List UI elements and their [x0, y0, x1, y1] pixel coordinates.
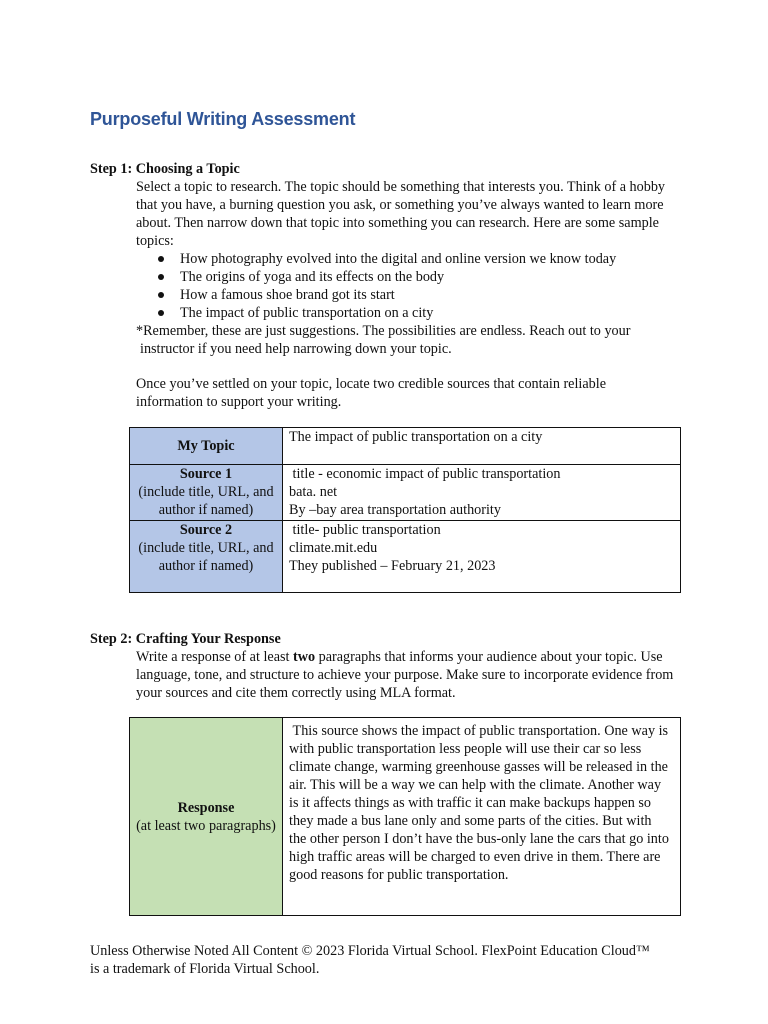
source2-date: They published – February 21, 2023 [289, 558, 496, 574]
response-label: Response [177, 799, 235, 816]
my-topic-label-cell [130, 428, 283, 465]
footer-copyright: Unless Otherwise Noted All Content © 2023 Florida Virtual School. FlexPoint Education Cloud™ is a trademark of Florida Virtual School. [90, 943, 650, 977]
step1-body [136, 178, 676, 358]
page-title: Purposeful Writing Assessment [90, 109, 356, 129]
my-topic-label: My Topic [177, 438, 235, 454]
source2-label: Source 2 [179, 522, 233, 538]
step2-intro-start: Write a response of at least [136, 649, 294, 665]
table-row [130, 718, 681, 916]
table-row [130, 465, 681, 521]
source1-author: By –bay area transportation authority [289, 502, 501, 518]
step2-intro-end: paragraphs that informs your audience about your topic. Use language, tone, and structure to achieve your purpose. Make sure to incorporate evidence from your sources and cite them correctly using MLA format. [136, 649, 674, 701]
list-item: How a famous shoe brand got its start [180, 286, 676, 304]
step2-body [136, 648, 676, 702]
source2-title: title- public transportation [289, 522, 441, 538]
my-topic-value-cell [283, 428, 681, 465]
source1-title: title - economic impact of public transportation [289, 466, 561, 482]
sample-topics-list [136, 250, 676, 322]
topic-sources-table [129, 427, 681, 593]
source1-value-cell [283, 465, 681, 521]
sources-intro [136, 375, 676, 411]
remember-note: *Remember, these are just suggestions. The possibilities are endless. Reach out to your [136, 323, 631, 339]
step1-intro: Select a topic to research. The topic should be something that interests you. Think of a hobby that you have, a burning question you ask, or something you’ve always wanted to learn more about. Then narrow down that topic into something you can research. Here are some sample topics: [136, 179, 666, 249]
source2-url: climate.mit.edu [289, 540, 378, 556]
source2-value-cell [283, 521, 681, 593]
table-row [130, 521, 681, 593]
step1-heading: Step 1: Choosing a Topic [90, 161, 240, 177]
source1-label-cell [130, 465, 283, 521]
response-table [129, 717, 681, 916]
response-label-cell [130, 718, 283, 916]
step2-intro [136, 648, 676, 702]
response-hint: (at least two paragraphs) [136, 817, 276, 834]
list-item: The impact of public transportation on a city [180, 304, 676, 322]
sources-intro-text: Once you’ve settled on your topic, locate two credible sources that contain reliable information to support your writing. [136, 376, 606, 410]
response-text-cell[interactable] [283, 718, 681, 916]
source2-hint: (include title, URL, and author if named) [138, 540, 274, 574]
source2-label-cell [130, 521, 283, 593]
my-topic-value: The impact of public transportation on a city [289, 429, 543, 445]
list-item: How photography evolved into the digital and online version we know today [180, 250, 676, 268]
source1-url: bata. net [289, 484, 338, 500]
step2-heading: Step 2: Crafting Your Response [90, 631, 281, 647]
table-row [130, 428, 681, 465]
list-item: The origins of yoga and its effects on the body [180, 268, 676, 286]
source1-hint: (include title, URL, and author if named) [138, 484, 274, 518]
source1-label: Source 1 [179, 466, 233, 482]
remember-note-continued: instructor if you need help narrowing down your topic. [140, 341, 452, 357]
step2-intro-emphasis: two [293, 649, 316, 665]
response-text: This source shows the impact of public transportation. One way is with public transportation less people will use their car so less climate change, warming greenhouse gasses will be released in the air. This will be a way we can help with the climate. Another way is it affects things as with traffic it can make backups happen so they made a bus lane only and some parts of the cities. But with the other person I don’t have the bus-only lane the cars that go into high traffic areas will be charged to even drive in them. There are good reasons for public transportation. [289, 723, 673, 883]
